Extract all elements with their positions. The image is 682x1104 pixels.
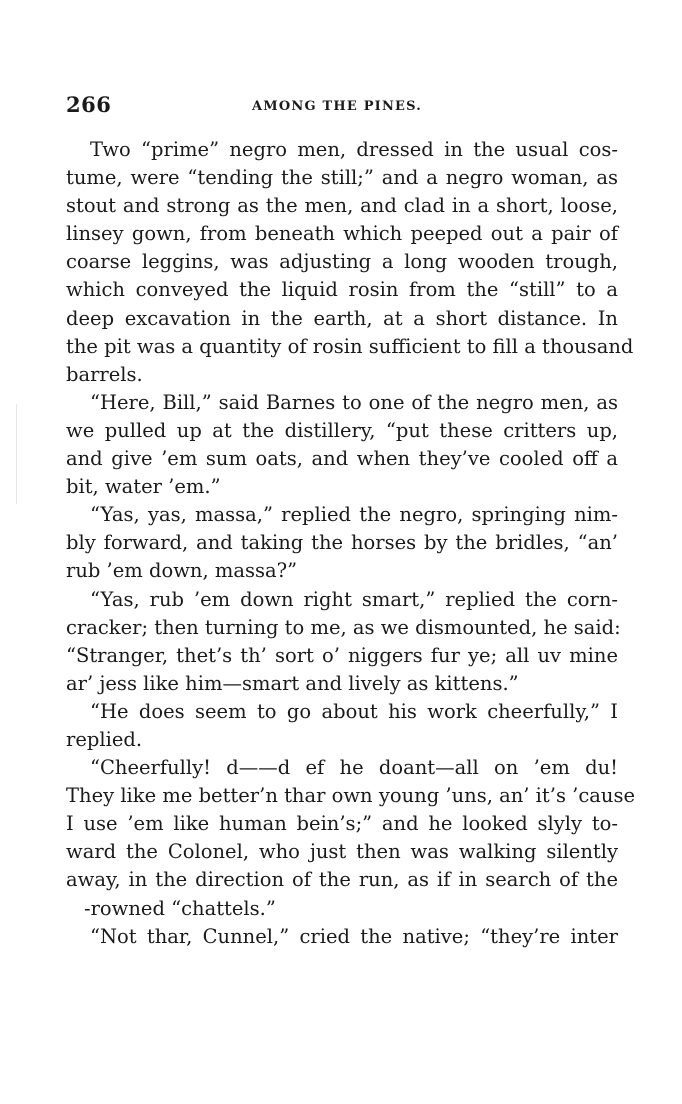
text-line: “Not thar, Cunnel,” cried the native; “they’re inter (90, 924, 618, 948)
text-line: replied. (66, 727, 143, 751)
text-line: coarse leggins, was adjusting a long wooden trough, (66, 250, 618, 274)
text-line: bit, water ’em.” (66, 475, 221, 499)
text-line: deep excavation in the earth, at a short distance. In (66, 306, 618, 330)
text-line: which conveyed the liquid rosin from the “still” to a (66, 278, 618, 302)
text-line: and give ’em sum oats, and when they’ve cooled off a (66, 447, 618, 471)
text-line: I use ’em like human bein’s;” and he looked slyly to- (66, 812, 618, 836)
text-line: the pit was a quantity of rosin sufficient to fill a thousand (66, 334, 634, 358)
text-line: “Here, Bill,” said Barnes to one of the negro men, as (90, 390, 618, 414)
page-header (66, 92, 622, 122)
text-line: “Yas, yas, massa,” replied the negro, springing nim- (90, 503, 618, 527)
text-line: “Yas, rub ’em down right smart,” replied the corn- (90, 587, 618, 611)
text-line: stout and strong as the men, and clad in a short, loose, (66, 194, 618, 218)
text-line: bly forward, and taking the horses by the bridles, “an’ (66, 531, 618, 555)
text-line: we pulled up at the distillery, “put these critters up, (66, 418, 618, 442)
text-line: “Cheerfully! d——d ef he doant—all on ’em du! (90, 756, 618, 780)
running-title: AMONG THE PINES. (252, 99, 423, 114)
text-line: Two “prime” negro men, dressed in the usual cos- (90, 138, 618, 161)
text-line: tume, were “tending the still;” and a negro woman, as (66, 166, 618, 190)
text-line: cracker; then turning to me, as we dismounted, he said: (66, 615, 621, 639)
text-line: barrels. (66, 362, 143, 386)
text-line: away, in the direction of the run, as if in search of the (66, 868, 618, 892)
text-line: -rowned “chattels.” (84, 896, 276, 920)
scan-edge-mark (16, 404, 17, 504)
text-line: linsey gown, from beneath which peeped out a pair of (66, 222, 618, 246)
page-number: 266 (66, 92, 112, 117)
text-line: “He does seem to go about his work cheerfully,” I (90, 699, 618, 723)
text-line: “Stranger, thet’s th’ sort o’ niggers fur ye; all uv mine (66, 643, 618, 667)
body-text (66, 136, 636, 951)
text-line: rub ’em down, massa?” (66, 559, 298, 583)
text-line: ward the Colonel, who just then was walking silently (66, 840, 618, 864)
text-line: They like me better’n thar own young ’uns, an’ it’s ’cause (66, 784, 636, 808)
text-line: ar’ jess like him—smart and lively as kittens.” (66, 671, 519, 695)
